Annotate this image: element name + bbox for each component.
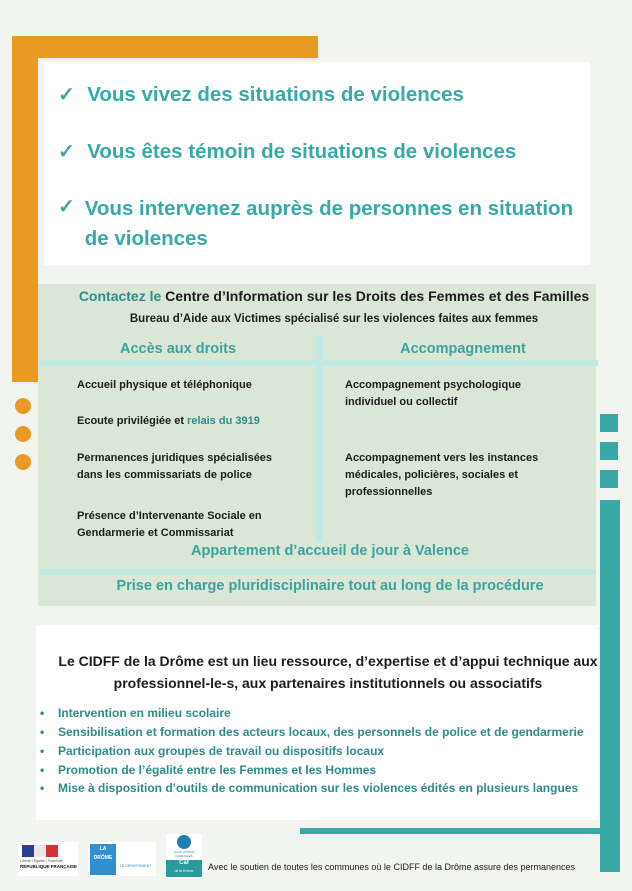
orange-dot [15, 454, 31, 470]
column-vertical-divider [316, 336, 323, 542]
caf-emblem-icon [177, 835, 191, 849]
situation-item-3 [58, 194, 598, 254]
caf-top: ALLOCATIONS FAMILIALES [173, 850, 195, 858]
cidff-heading [44, 288, 624, 304]
check-icon: ✓ [58, 196, 75, 218]
relais-3919-link: relais du 3919 [187, 415, 260, 427]
orange-dot [15, 398, 31, 414]
column-title-accompagnement: Accompagnement [400, 341, 526, 357]
drome-mark: LA DRÔME [90, 844, 116, 875]
orange-dot [15, 426, 31, 442]
bullet-item [40, 763, 610, 777]
teal-square [600, 414, 618, 432]
acces-item [77, 413, 307, 430]
orange-decor-bar-top [12, 36, 318, 58]
prise-en-charge: Prise en charge pluridisciplinaire tout au long de la procédure [116, 578, 544, 594]
rf-motto: Liberté • Égalité • Fraternité [20, 859, 63, 863]
contact-lead: Contactez le [78, 288, 162, 304]
footer-support-text: Avec le soutien de toutes les communes où le CIDFF de la Drôme assure des permanences [208, 862, 576, 872]
accompagnement-item: Accompagnement psychologique individuel ou collectif [345, 379, 522, 408]
bullet-text: Participation aux groupes de travail ou dispositifs locaux [58, 744, 385, 758]
situation-text: Vous vivez des situations de violences [87, 83, 464, 106]
situation-item-2 [58, 137, 598, 167]
cidff-subtitle: Bureau d’Aide aux Victimes spécialisé sur les violences faites aux femmes [129, 313, 539, 325]
bullet-dot: • [40, 725, 45, 739]
check-icon: ✓ [58, 141, 75, 163]
bullet-dot: • [40, 744, 45, 758]
bullet-item [40, 744, 610, 758]
bullet-text: Sensibilisation et formation des acteurs locaux, des personnels de police et de gendarmerie [58, 725, 584, 739]
acces-item-text: Ecoute privilégiée et [77, 415, 184, 427]
drome-sub: LE DÉPARTEMENT [120, 864, 152, 868]
bullet-text: Mise à disposition d’outils de communication sur les violences édités en plusieurs langues [58, 781, 579, 795]
caf-main: Caf [179, 860, 189, 866]
acces-item: Présence d’Intervenante Sociale en Gendarmerie et Commissariat [77, 510, 262, 539]
bullet-dot: • [40, 706, 45, 720]
accompagnement-item: Accompagnement vers les instances médicales, policières, sociales et professionnelles [345, 452, 539, 498]
appartement-accueil: Appartement d’accueil de jour à Valence [190, 543, 469, 559]
republique-francaise-logo [18, 842, 78, 876]
appartement-divider [40, 569, 596, 575]
drome-departement-logo [88, 842, 156, 876]
column-title-acces: Accès aux droits [119, 341, 237, 357]
bullet-dot: • [40, 763, 45, 777]
acces-item: Permanences juridiques spécialisées dans les commissariats de police [77, 452, 273, 481]
teal-square [600, 442, 618, 460]
caf-sub: de la Drôme [174, 869, 194, 873]
teal-square [600, 470, 618, 488]
ressource-statement: Le CIDFF de la Drôme est un lieu ressource, d’expertise et d’appui technique aux professionnel-le-s, aux partenaires institutionnels ou associatifs [58, 653, 598, 691]
situation-text: Vous êtes témoin de situations de violences [87, 140, 517, 163]
bullet-text: Promotion de l’égalité entre les Femmes et les Hommes [58, 763, 377, 777]
orange-decor-bar-left [12, 36, 38, 382]
teal-decor-bar-bottom [300, 828, 620, 834]
bullet-item [40, 725, 610, 739]
bullet-text: Intervention en milieu scolaire [58, 706, 231, 720]
caf-logo [166, 834, 202, 878]
acces-item: Accueil physique et téléphonique [77, 379, 252, 391]
situation-item-1 [58, 80, 598, 110]
center-name: Centre d’Information sur les Droits des Femmes et des Familles [165, 288, 590, 304]
bullet-dot: • [40, 781, 45, 795]
bullet-item [40, 706, 610, 720]
rf-text: RÉPUBLIQUE FRANÇAISE [20, 864, 78, 869]
situation-text: Vous intervenez auprès de personnes en situation de violences [84, 197, 574, 250]
bullet-item [40, 781, 610, 795]
check-icon: ✓ [58, 84, 75, 106]
